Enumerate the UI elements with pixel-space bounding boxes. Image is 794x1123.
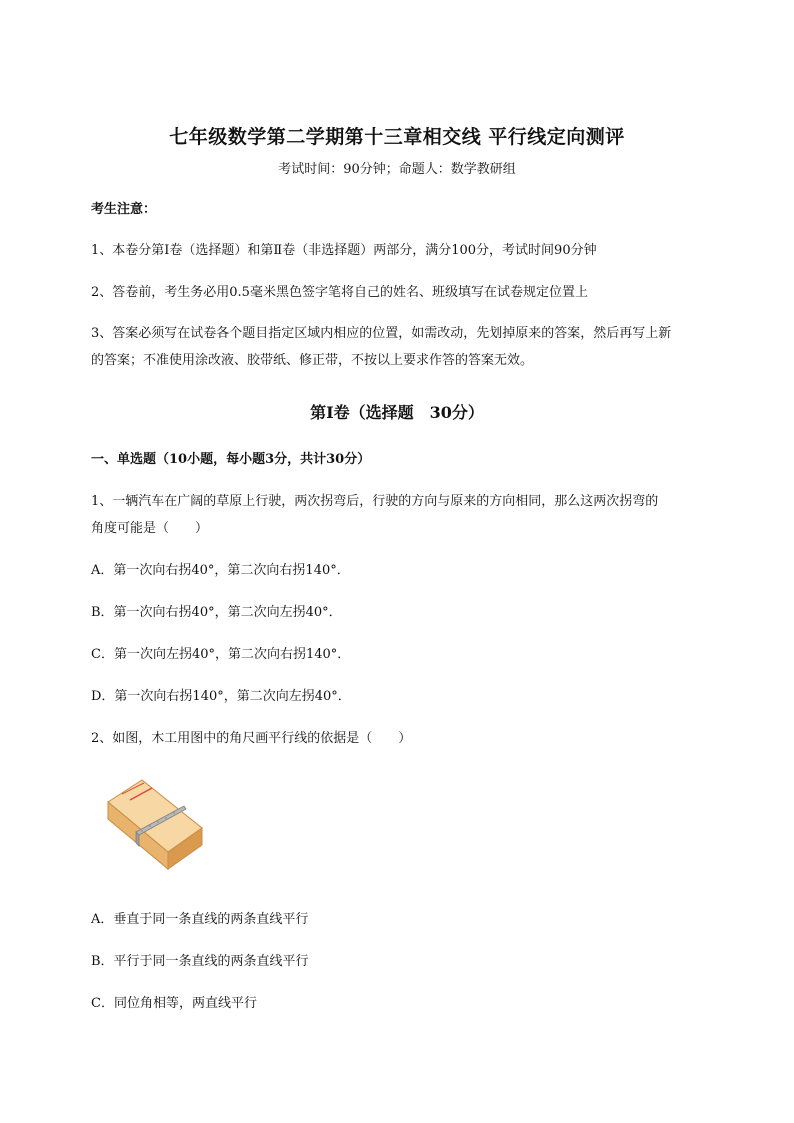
part-heading: 一、单选题（10小题，每小题3分，共计30分） [91, 452, 371, 467]
question-option: A．垂直于同一条直线的两条直线平行 [91, 912, 309, 927]
question-option: A．第一次向右拐40°，第二次向右拐140°． [91, 563, 350, 578]
question-option: D．第一次向右拐140°，第二次向左拐40°． [91, 689, 351, 704]
notice-item: 3、答案必须写在试卷各个题目指定区域内相应的位置，如需改动，先划掉原来的答案，然后再写上新 [91, 326, 672, 341]
notice-item: 2、答卷前，考生务必用0.5毫米黑色签字笔将自己的姓名、班级填写在试卷规定位置上 [91, 285, 588, 300]
question-option: C．同位角相等，两直线平行 [91, 996, 257, 1011]
question-stem: 2、如图，木工用图中的角尺画平行线的依据是（ ） [91, 731, 412, 746]
question-option: B．平行于同一条直线的两条直线平行 [91, 954, 309, 969]
exam-title: 七年级数学第二学期第十三章相交线 平行线定向测评 [169, 126, 625, 148]
carpenter-square-figure [100, 772, 210, 872]
notice-item: 的答案；不准使用涂改液、胶带纸、修正带，不按以上要求作答的答案无效。 [91, 353, 534, 368]
question-option: C．第一次向左拐40°，第二次向右拐140°． [91, 647, 351, 662]
notice-item: 1、本卷分第I卷（选择题）和第Ⅱ卷（非选择题）两部分，满分100分，考试时间90分钟 [91, 243, 597, 258]
exam-subtitle: 考试时间：90分钟；命题人：数学教研组 [278, 162, 516, 177]
question-option: B．第一次向右拐40°，第二次向左拐40°． [91, 605, 342, 620]
notice-heading: 考生注意： [91, 202, 157, 217]
question-stem: 1、一辆汽车在广阔的草原上行驶，两次拐弯后，行驶的方向与原来的方向相同，那么这两次拐弯的 [91, 494, 659, 509]
section-title: 第I卷（选择题 30分） [310, 403, 484, 422]
question-stem: 角度可能是（ ） [91, 521, 209, 536]
wood-block-illustration [100, 772, 210, 872]
